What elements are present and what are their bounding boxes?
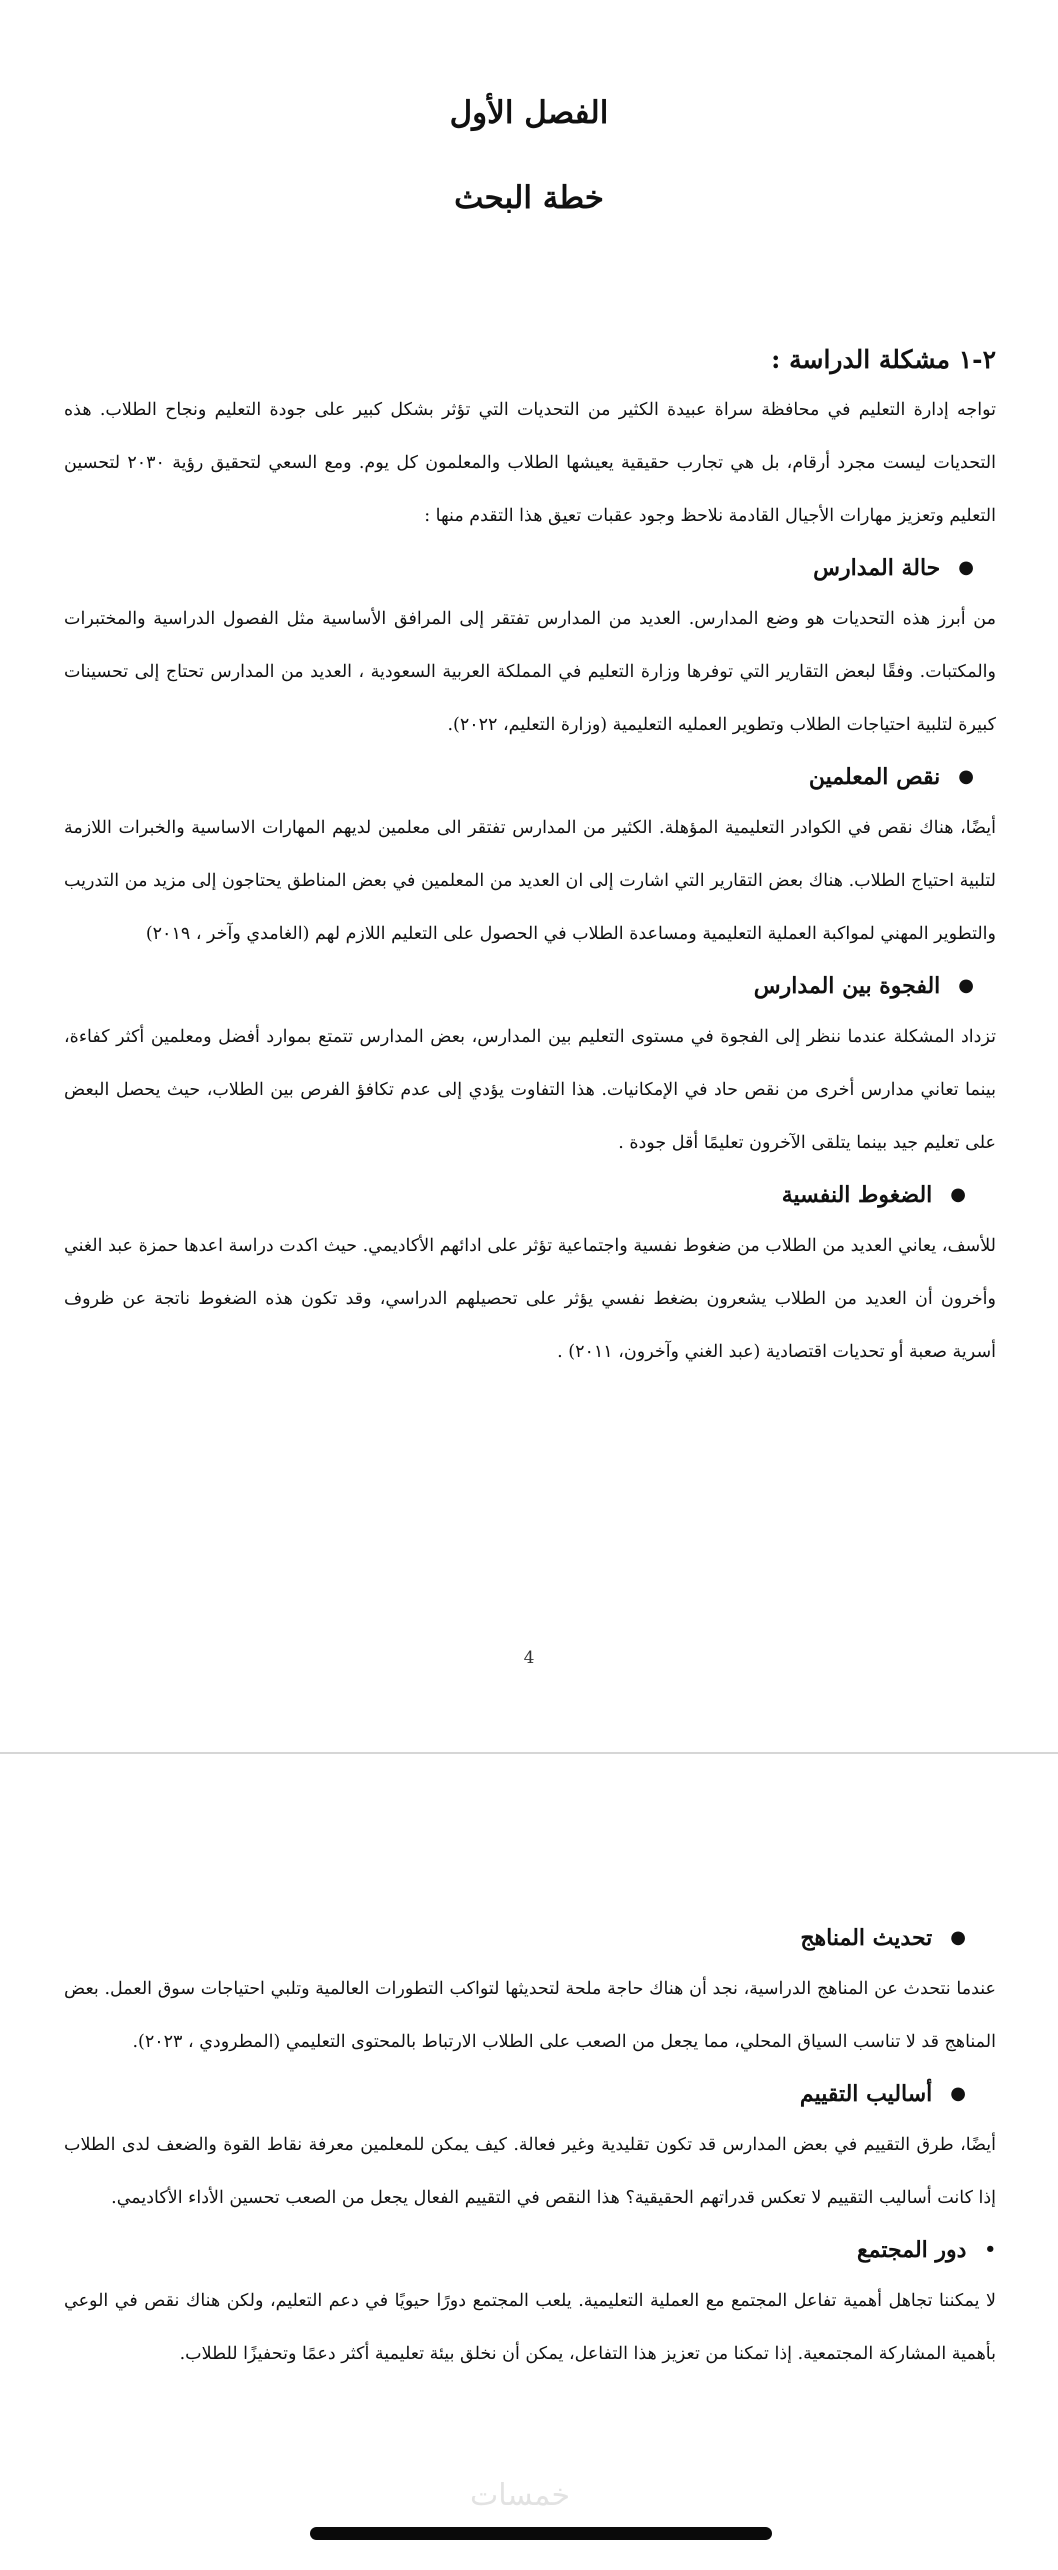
bullet-heading-schools (64, 543, 996, 593)
home-indicator-bar[interactable] (310, 2527, 772, 2540)
bullet-icon: ● (950, 2083, 966, 2104)
paragraph-psych: للأسف، يعاني العديد من الطلاب من ضغوط نفسية واجتماعية تؤثر على ادائهم الأكاديمي. حيث اكدت دراسة اعدها حمزة عبد الغني وأخرون أن العديد من الطلاب يشعرون بضغط نفسي يؤثر على تحصيلهم الدراسي، وقد تكون هذه الضغوط ناتجة عن ظروف أسرية صعبة أو تحديات اقتصادية (عبد الغني وآخرون، ٢٠١١) . (64, 1236, 996, 1362)
bullet-icon: ● (958, 766, 974, 787)
paragraph-assessment: أيضًا، طرق التقييم في بعض المدارس قد تكون تقليدية وغير فعالة. كيف يمكن للمعلمين معرفة نقاط القوة والضعف لدى الطلاب إذا كانت أساليب التقييم لا تعكس قدراتهم الحقيقية؟ هذا النقص في التقييم الفعال يجعل من الصعب تحسين الأداء الأكاديمي. (64, 2135, 996, 2208)
paragraph-curricula: عندما نتحدث عن المناهج الدراسية، نجد أن هناك حاجة ملحة لتحديثها لتواكب التطورات العالمية وتلبي احتياجات سوق العمل. بعض المناهج قد لا تناسب السياق المحلي، مما يجعل من الصعب على الطلاب الارتباط بالمحتوى التعليمي (المطرودي ، ٢٠٢٣). (64, 1979, 996, 2052)
bullet-heading-assessment (64, 2069, 996, 2119)
bullet-icon: ● (950, 1927, 966, 1948)
bullet-icon: ● (950, 1184, 966, 1205)
intro-paragraph: تواجه إدارة التعليم في محافظة سراة عبيدة الكثير من التحديات التي تؤثر بشكل كبير على جودة التعليم ونجاح الطلاب. هذه التحديات ليست مجرد أرقام، بل هي تجارب حقيقية يعيشها الطلاب والمعلمون كل يوم. ومع السعي لتحقيق رؤية ٢٠٣٠ لتحسين التعليم وتعزيز مهارات الأجيال القادمة نلاحظ وجود عقبات تعيق هذا التقدم منها : (64, 400, 997, 526)
bullet-icon: ● (958, 557, 974, 578)
bullet-heading-psych (64, 1170, 996, 1220)
document-page-2 (0, 1758, 1058, 2570)
bullet-heading-gap (64, 961, 996, 1011)
page-number: 4 (523, 1648, 535, 1668)
bullet-heading-label: نقص المعلمين (808, 764, 941, 790)
paragraph-schools: من أبرز هذه التحديات هو وضع المدارس. العديد من المدارس تفتقر إلى المرافق الأساسية مثل الفصول الدراسية والمختبرات والمكتبات. وفقًا لبعض التقارير التي توفرها وزارة التعليم في المملكة العربية السعودية ، العديد من المدارس تحتاج إلى تحسينات كبيرة لتلبية احتياجات الطلاب وتطوير العمليه التعليمية (وزارة التعليم، ٢٠٢٢). (64, 609, 996, 735)
chapter-title: الفصل الأول (449, 95, 609, 131)
bullet-heading-label: الفجوة بين المدارس (753, 973, 941, 999)
chapter-subtitle: خطة البحث (454, 180, 604, 216)
watermark: خمسات (470, 2478, 571, 2513)
bullet-heading-label: حالة المدارس (813, 555, 941, 581)
paragraph-gap: تزداد المشكلة عندما ننظر إلى الفجوة في مستوى التعليم بين المدارس، بعض المدارس تتمتع بموارد أفضل ومعلمين أكثر كفاءة، بينما تعاني مدارس أخرى من نقص حاد في الإمكانيات. هذا التفاوت يؤدي إلى عدم تكافؤ الفرص بين الطلاب، حيث يحصل البعض على تعليم جيد بينما يتلقى الآخرون تعليمًا أقل جودة . (64, 1027, 996, 1153)
paragraph-community: لا يمكننا تجاهل أهمية تفاعل المجتمع مع العملية التعليمية. يلعب المجتمع دورًا حيويًا في دعم التعليم، ولكن هناك نقص في الوعي بأهمية المشاركة المجتمعية. إذا تمكنا من تعزيز هذا التفاعل، يمكن أن نخلق بيئة تعليمية أكثر دعمًا وتحفيزًا للطلاب. (64, 2291, 996, 2364)
bullet-heading-community (64, 2225, 996, 2275)
bullet-icon: • (984, 2239, 996, 2260)
bullet-heading-label: تحديث المناهج (800, 1925, 933, 1951)
section-heading: ٢-١ مشكلة الدراسة : (771, 345, 996, 374)
bullet-heading-label: أساليب التقييم (799, 2081, 933, 2107)
bullet-icon: ● (958, 975, 974, 996)
bullet-heading-label: الضغوط النفسية (781, 1182, 933, 1208)
paragraph-teachers: أيضًا، هناك نقص في الكوادر التعليمية المؤهلة. الكثير من المدارس تفتقر الى معلمين لديهم المهارات الاساسية والخبرات اللازمة لتلبية احتياج الطلاب. هناك بعض التقارير التي اشارت إلى ان العديد من المعلمين في بعض المناطق يحتاجون إلى مزيد من التدريب والتطوير المهني لمواكبة العملية التعليمية ومساعدة الطلاب في الحصول على التعليم اللازم لهم (الغامدي وآخر ، ٢٠١٩) (64, 818, 996, 944)
bullet-heading-curricula (64, 1913, 996, 1963)
page-divider (0, 1752, 1058, 1754)
bullet-heading-label: دور المجتمع (856, 2237, 967, 2263)
section-continued (64, 1913, 996, 2381)
section-study-problem (64, 336, 996, 1379)
bullet-heading-teachers (64, 752, 996, 802)
